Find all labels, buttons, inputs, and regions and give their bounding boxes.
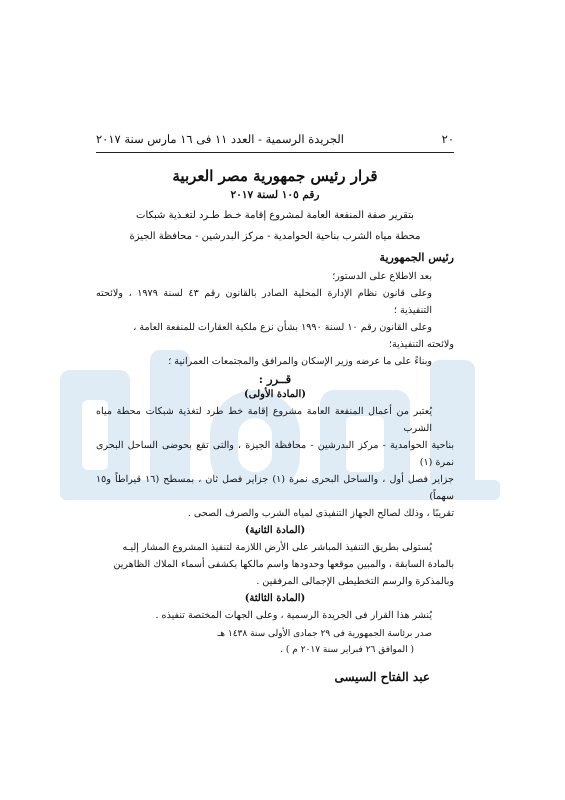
page-number: ٢٠	[441, 132, 454, 146]
preamble-line: بعد الاطلاع على الدستور؛	[332, 271, 432, 282]
article-line: يُنشر هذا القرار فى الجريدة الرسمية ، وعلى الجهات المختصة تنفيذه .	[155, 610, 432, 621]
article-heading: (المادة الأولى)	[244, 389, 306, 400]
decree-subject-line: بتقرير صفة المنفعة العامة لمشروع إقامة خـط طـرد لتغـذية شبكات	[136, 210, 414, 221]
president-signature: عبد الفتاح السيسى	[334, 670, 430, 684]
preamble-line: وبناءً على ما عرضه وزير الإسكان والمرافق والمجتمعات العمرانية ؛	[168, 356, 432, 367]
article-line: يُستولى بطريق التنفيذ المباشر على الأرض اللازمة لتنفيذ المشروع المشار إليـه	[122, 542, 432, 553]
article-heading: (المادة الثالثة)	[244, 593, 306, 604]
decree-number: رقم ١٠٥ لسنة ٢٠١٧	[230, 189, 320, 201]
gazette-issue-title: الجريدة الرسمية - العدد ١١ فى ١٦ مارس سنة ٢٠١٧	[96, 132, 344, 146]
article-line: بالمادة السابقة ، والمبين موقعها وحدودها واسم مالكها بكشفى أسماء الملاك الظاهرين	[113, 559, 454, 570]
article-line: وبالمذكرة والرسم التخطيطى الإجمالى المرفقين .	[256, 576, 454, 587]
decree-title: قرار رئيس جمهورية مصر العربية	[172, 167, 378, 185]
president-heading: رئيس الجمهورية	[379, 251, 454, 264]
article-line: بناحية الحوامدية - مركز البدرشين - محافظة الجيزة ، والتى تقع بحوضى الساحل البحرى نمرة (١)	[96, 440, 454, 468]
issued-hijri-date: صدر برئاسة الجمهورية فى ٢٩ جمادى الأولى سنة ١٤٣٨ هـ	[217, 629, 432, 639]
article-heading: (المادة الثانية)	[244, 525, 306, 536]
running-header	[96, 128, 454, 150]
issued-gregorian-date: ( الموافق ٢٦ فبراير سنة ٢٠١٧ م ) .	[280, 645, 414, 655]
decided-heading: قــرر :	[258, 372, 292, 386]
preamble-line: وعلى قانون نظام الإدارة المحلية الصادر بالقانون رقم ٤٣ لسنة ١٩٧٩ ، ولائحته التنفيذية ؛	[96, 288, 433, 316]
preamble-line: ولائحته التنفيذية؛	[388, 339, 454, 350]
preamble-line: وعلى القانون رقم ١٠ لسنة ١٩٩٠ بشأن نزع ملكية العقارات للمنفعة العامة ،	[133, 322, 432, 333]
article-line: تقريبًا ، وذلك لصالح الجهاز التنفيذى لمياه الشرب والصرف الصحى .	[187, 508, 454, 519]
header-rule	[96, 152, 454, 153]
article-line: يُعتبر من أعمال المنفعة العامة مشروع إقامة خط طرد لتغذية شبكات محطة مياه الشرب	[96, 406, 432, 434]
article-line: جزاير فصل أول ، والساحل البحرى نمرة (١) جزاير فصل ثان ، بمسطح (١٦ قيراطاً و١٥ سهماً)	[96, 474, 454, 502]
decree-subject-line: محطة مياه الشرب بناحية الحوامدية - مركز البدرشين - محافظة الجيزة	[129, 231, 421, 242]
document-body	[96, 128, 454, 684]
